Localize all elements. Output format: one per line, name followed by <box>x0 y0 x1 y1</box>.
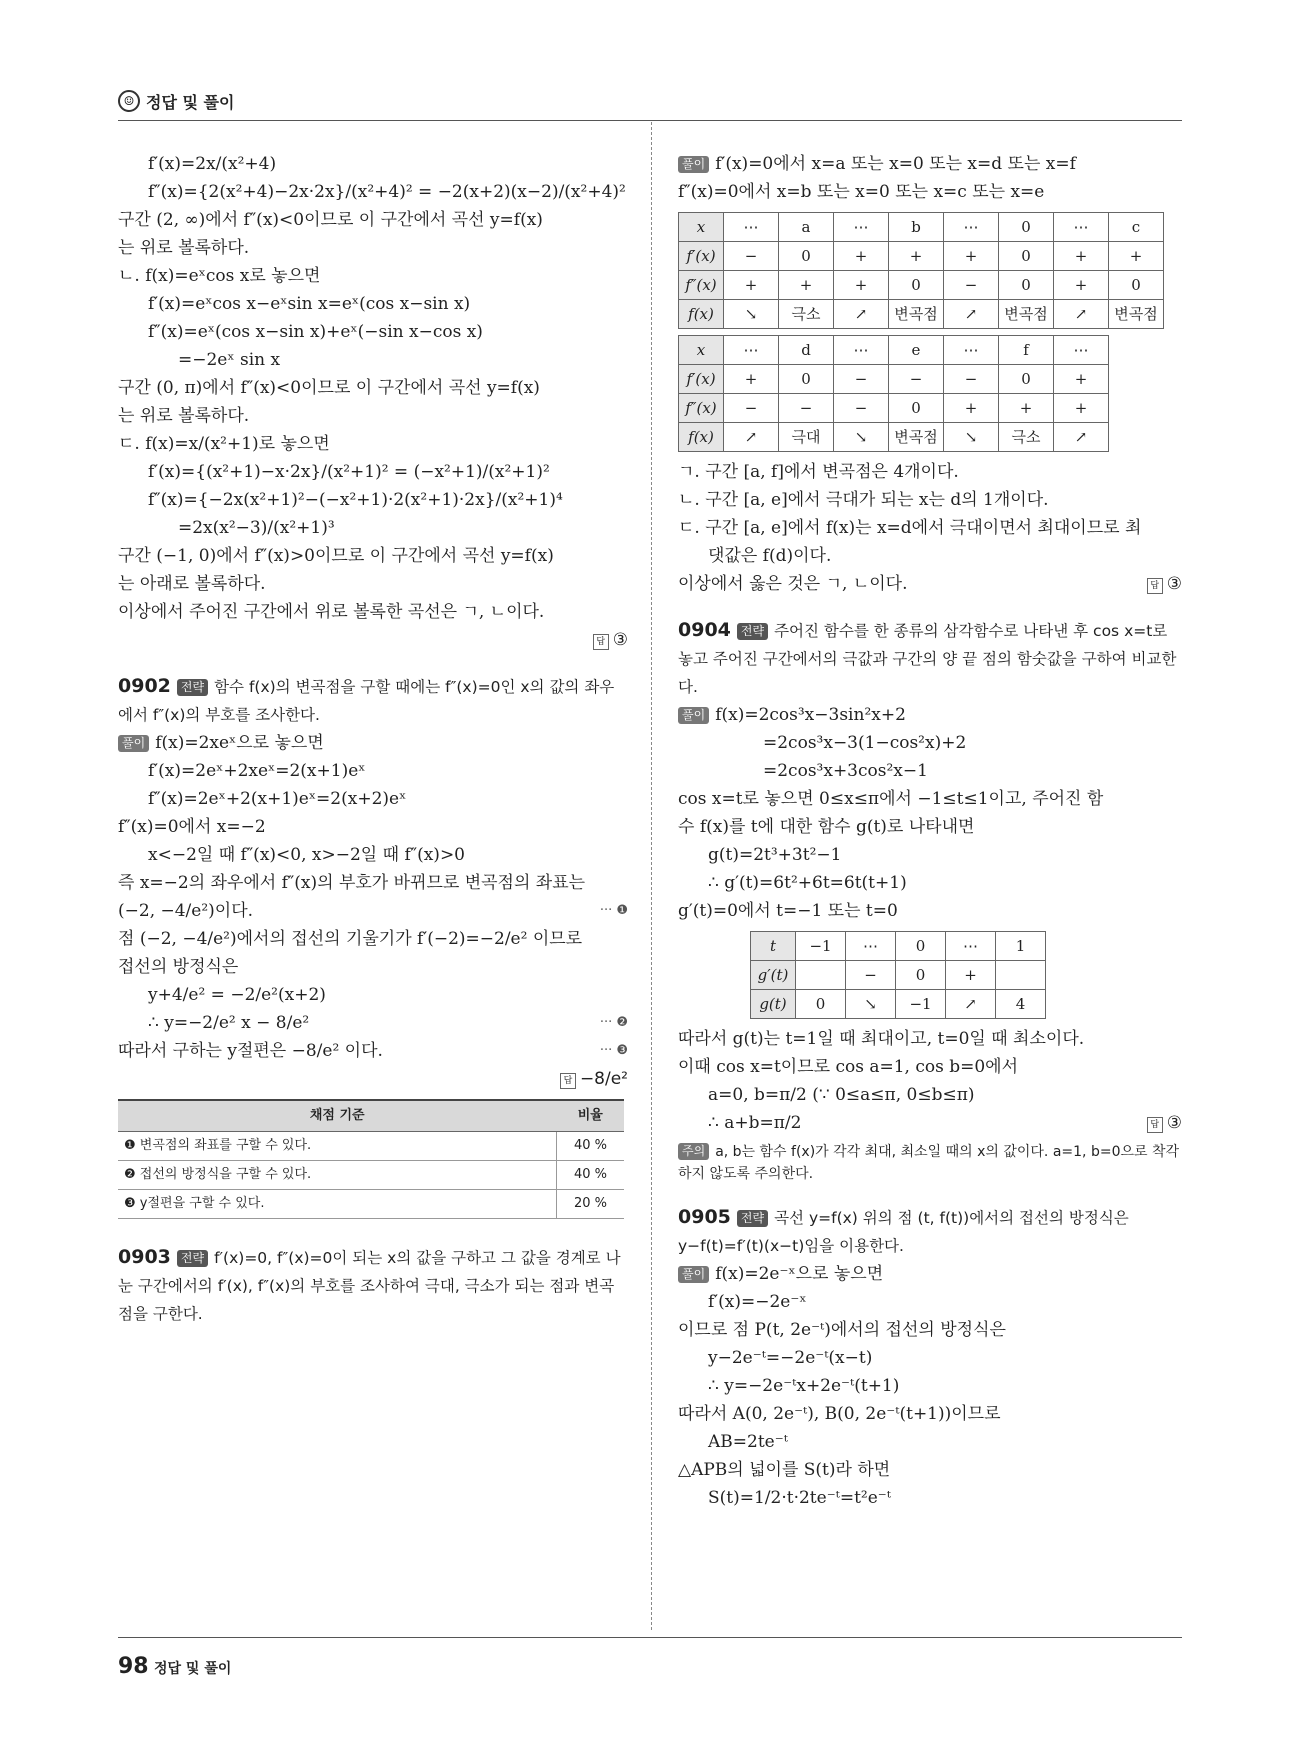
table-header-cell: x <box>679 336 724 365</box>
text-line: 이므로 점 P(t, 2e⁻ᵗ)에서의 접선의 방정식은 <box>678 1320 1006 1340</box>
strategy-text: 곡선 y=f(x) 위의 점 (t, f(t))에서의 접선의 방정식은 y−f(t)=f′(t)(x−t)임을 이용한다. <box>678 1209 1129 1255</box>
math-line: =2cos³x+3cos²x−1 <box>763 761 928 781</box>
table-cell: + <box>834 271 889 300</box>
table-row <box>679 394 1109 423</box>
math-line: y+4/e² = −2/e²(x+2) <box>148 985 326 1005</box>
text-line: cos x=t로 놓으면 0≤x≤π에서 −1≤t≤1이고, 주어진 함 <box>678 789 1104 809</box>
table-cell: 0 <box>896 961 946 990</box>
table-cell <box>796 961 846 990</box>
text-line: 점 (−2, −4/e²)에서의 접선의 기울기가 f′(−2)=−2/e² 이므로 <box>118 929 583 949</box>
text-line: △APB의 넓이를 S(t)라 하면 <box>678 1460 891 1480</box>
math-line: f(x)=2e⁻ˣ으로 놓으면 <box>715 1264 884 1284</box>
strategy-text: 주어진 함수를 한 종류의 삼각함수로 나타낸 후 cos x=t로 놓고 주어진 구간에서의 극값과 구간의 양 끝 점의 함숫값을 구하여 비교한다. <box>678 622 1177 696</box>
table-cell: ↗ <box>944 300 999 329</box>
solution-tag: 풀이 <box>678 1266 709 1283</box>
strategy-tag: 전략 <box>737 623 768 640</box>
answer-icon: 답 <box>593 634 609 650</box>
answer: 답 −8/e² <box>118 1065 628 1093</box>
rubric-header: 비율 <box>557 1100 625 1132</box>
table-cell: − <box>889 365 944 394</box>
caution-note <box>678 1141 1182 1185</box>
variation-table-1 <box>678 212 1164 329</box>
table-cell: 0 <box>796 990 846 1019</box>
math-line: f′(x)=−2e⁻ˣ <box>708 1292 807 1312</box>
table-row: ❸ y절편을 구할 수 있다. 20 % <box>118 1190 624 1219</box>
answer: 답 ③ <box>1147 1109 1182 1137</box>
math-line: y−2e⁻ᵗ=−2e⁻ᵗ(x−t) <box>708 1348 873 1368</box>
strategy-tag: 전략 <box>177 1250 208 1267</box>
table-cell: a <box>779 213 834 242</box>
table-cell: ↗ <box>946 990 996 1019</box>
table-row <box>679 336 1109 365</box>
table-cell: ⋯ <box>724 336 779 365</box>
table-cell: ⋯ <box>944 336 999 365</box>
text-line: 구간 (−1, 0)에서 f″(x)>0이므로 이 구간에서 곡선 y=f(x) <box>118 546 554 566</box>
answer: 답 ③ <box>118 626 628 654</box>
table-row <box>679 300 1164 329</box>
table-cell: ⋯ <box>1054 336 1109 365</box>
table-header-cell: f′(x) <box>679 242 724 271</box>
table-cell: + <box>1054 242 1109 271</box>
table-cell: 1 <box>996 932 1046 961</box>
caution-text: a, b는 함수 f(x)가 각각 최대, 최소일 때의 x의 값이다. a=1, b=0으로 착각하지 않도록 주의한다. <box>678 1144 1180 1182</box>
table-cell: ↘ <box>834 423 889 452</box>
table-cell: + <box>779 271 834 300</box>
table-cell: c <box>1109 213 1164 242</box>
table-cell: −1 <box>796 932 846 961</box>
table-header-cell: x <box>679 213 724 242</box>
table-cell: ⋯ <box>946 932 996 961</box>
table-header-cell: f(x) <box>679 423 724 452</box>
table-header-cell: f″(x) <box>679 394 724 423</box>
table-row <box>679 271 1164 300</box>
math-line: =2cos³x−3(1−cos²x)+2 <box>763 733 967 753</box>
table-cell: 변곡점 <box>1109 300 1164 329</box>
table-row <box>679 423 1109 452</box>
math-line: =−2eˣ sin x <box>178 350 281 370</box>
score-mark: ··· ❷ <box>599 1015 628 1030</box>
table-header-cell: t <box>751 932 796 961</box>
variation-table-2 <box>678 335 1109 452</box>
text-line: (−2, −4/e²)이다. <box>118 901 254 921</box>
math-line: f′(x)=eˣcos x−eˣsin x=eˣ(cos x−sin x) <box>148 294 471 314</box>
math-line: f″(x)=0에서 x=b 또는 x=0 또는 x=c 또는 x=e <box>678 182 1045 202</box>
text-line: 따라서 A(0, 2e⁻ᵗ), B(0, 2e⁻ᵗ(t+1))이므로 <box>678 1404 1001 1424</box>
table-cell: + <box>724 365 779 394</box>
text-line: ㄷ. f(x)=x/(x²+1)로 놓으면 <box>118 434 330 454</box>
math-line: x<−2일 때 f″(x)<0, x>−2일 때 f″(x)>0 <box>148 845 466 865</box>
math-line: ∴ y=−2/e² x − 8/e² <box>148 1013 310 1033</box>
table-row: ❶ 변곡점의 좌표를 구할 수 있다. 40 % <box>118 1132 624 1161</box>
table-cell: 변곡점 <box>889 300 944 329</box>
problem-0904 <box>678 616 1182 701</box>
page-footer <box>118 1637 1182 1679</box>
text-line: 는 위로 볼록하다. <box>118 406 250 426</box>
table-cell: ⋯ <box>1054 213 1109 242</box>
math-line: f″(x)={2(x²+4)−2x·2x}/(x²+4)² = −2(x+2)(x−2)/(x²+4)² <box>148 182 626 202</box>
strategy-tag: 전략 <box>177 679 208 696</box>
table-cell: 0 <box>896 932 946 961</box>
table-cell: ↘ <box>724 300 779 329</box>
problem-number: 0905 <box>678 1206 731 1228</box>
math-line: g(t)=2t³+3t²−1 <box>708 845 842 865</box>
answer-icon: 답 <box>560 1073 576 1089</box>
text-line: 구간 (0, π)에서 f″(x)<0이므로 이 구간에서 곡선 y=f(x) <box>118 378 540 398</box>
text-line: 이때 cos x=t이므로 cos a=1, cos b=0에서 <box>678 1057 1019 1077</box>
math-line: f′(x)={(x²+1)−x·2x}/(x²+1)² = (−x²+1)/(x²+1)² <box>148 462 550 482</box>
math-line: f′(x)=2eˣ+2xeˣ=2(x+1)eˣ <box>148 761 366 781</box>
text-line: 댓값은 f(d)이다. <box>708 546 832 566</box>
table-cell: 0 <box>999 365 1054 394</box>
table-cell: 0 <box>779 365 834 394</box>
math-line: f(x)=2xeˣ으로 놓으면 <box>155 733 324 753</box>
table-cell: 극소 <box>779 300 834 329</box>
strategy-text: 함수 f(x)의 변곡점을 구할 때에는 f″(x)=0인 x의 값의 좌우에서 f″(x)의 부호를 조사한다. <box>118 678 615 724</box>
math-line: f′(x)=2x/(x²+4) <box>148 154 277 174</box>
solution-tag: 풀이 <box>678 156 709 173</box>
table-cell: ↗ <box>1054 300 1109 329</box>
table-cell: + <box>1054 271 1109 300</box>
table-cell: ↘ <box>944 423 999 452</box>
table-row <box>679 213 1164 242</box>
text-line: 접선의 방정식은 <box>118 957 239 977</box>
table-cell: ↗ <box>1054 423 1109 452</box>
math-line: =2x(x²−3)/(x²+1)³ <box>178 518 335 538</box>
answer-icon: 답 <box>1147 1117 1163 1133</box>
table-cell: 극대 <box>779 423 834 452</box>
solution-tag: 풀이 <box>118 735 149 752</box>
table-cell: ⋯ <box>834 336 889 365</box>
table-cell: b <box>889 213 944 242</box>
table-cell: + <box>1054 394 1109 423</box>
table-cell: + <box>724 271 779 300</box>
text-line: 이상에서 옳은 것은 ㄱ, ㄴ이다. <box>678 574 908 594</box>
table-cell: −1 <box>896 990 946 1019</box>
table-row: ❷ 접선의 방정식을 구할 수 있다. 40 % <box>118 1161 624 1190</box>
table-cell: ⋯ <box>944 213 999 242</box>
table-cell: − <box>724 242 779 271</box>
table-cell: 변곡점 <box>889 423 944 452</box>
table-cell: + <box>944 242 999 271</box>
math-line: ∴ y=−2e⁻ᵗx+2e⁻ᵗ(t+1) <box>708 1376 900 1396</box>
text-line: 구간 (2, ∞)에서 f″(x)<0이므로 이 구간에서 곡선 y=f(x) <box>118 210 543 230</box>
table-row <box>751 961 1046 990</box>
text-line: ㄴ. 구간 [a, e]에서 극대가 되는 x는 d의 1개이다. <box>678 490 1049 510</box>
column-divider <box>651 122 652 1630</box>
table-cell: + <box>834 242 889 271</box>
answer-icon: 답 <box>1147 578 1163 594</box>
math-line: ∴ g′(t)=6t²+6t=6t(t+1) <box>708 873 907 893</box>
table-cell: ⋯ <box>724 213 779 242</box>
score-mark: ··· ❶ <box>599 903 628 918</box>
table-row <box>751 990 1046 1019</box>
caution-tag: 주의 <box>678 1143 709 1160</box>
text-line: ㄱ. 구간 [a, f]에서 변곡점은 4개이다. <box>678 462 959 482</box>
table-row <box>679 365 1109 394</box>
table-cell: + <box>999 394 1054 423</box>
solution-tag: 풀이 <box>678 707 709 724</box>
problem-0903 <box>118 1243 628 1328</box>
table-cell: − <box>834 394 889 423</box>
problem-number: 0903 <box>118 1246 171 1268</box>
math-line: f″(x)=eˣ(cos x−sin x)+eˣ(−sin x−cos x) <box>148 322 483 342</box>
table-header-cell: g(t) <box>751 990 796 1019</box>
page-number: 98 <box>118 1654 149 1679</box>
text-line: 는 아래로 볼록하다. <box>118 574 266 594</box>
math-line: f″(x)=2eˣ+2(x+1)eˣ=2(x+2)eˣ <box>148 789 407 809</box>
table-cell: + <box>889 242 944 271</box>
math-line: f″(x)={−2x(x²+1)²−(−x²+1)·2(x²+1)·2x}/(x²+1)⁴ <box>148 490 563 510</box>
table-cell: − <box>846 961 896 990</box>
text-line: 따라서 구하는 y절편은 −8/e² 이다. <box>118 1041 383 1061</box>
problem-number: 0904 <box>678 619 731 641</box>
table-cell: ↘ <box>846 990 896 1019</box>
table-cell: + <box>946 961 996 990</box>
table-cell: 0 <box>999 271 1054 300</box>
table-cell: d <box>779 336 834 365</box>
math-line: f(x)=2cos³x−3sin²x+2 <box>715 705 906 725</box>
table-header-cell: f′(x) <box>679 365 724 394</box>
smile-icon: ☺ <box>118 90 140 112</box>
table-cell <box>996 961 1046 990</box>
variation-table-3 <box>750 931 1046 1019</box>
text-line: 수 f(x)를 t에 대한 함수 g(t)로 나타내면 <box>678 817 975 837</box>
table-cell: ↗ <box>834 300 889 329</box>
table-cell: + <box>1054 365 1109 394</box>
table-cell: f <box>999 336 1054 365</box>
table-cell: 변곡점 <box>999 300 1054 329</box>
table-cell: 0 <box>999 242 1054 271</box>
strategy-tag: 전략 <box>737 1210 768 1227</box>
page-header <box>118 88 1182 121</box>
table-cell: 0 <box>889 394 944 423</box>
text-line: ㄴ. f(x)=eˣcos x로 놓으면 <box>118 266 321 286</box>
right-column <box>678 150 1182 1512</box>
text-line: 따라서 g(t)는 t=1일 때 최대이고, t=0일 때 최소이다. <box>678 1029 1085 1049</box>
problem-number: 0902 <box>118 675 171 697</box>
problem-0902 <box>118 672 628 729</box>
table-cell: 0 <box>1109 271 1164 300</box>
table-row <box>679 242 1164 271</box>
table-header-cell: g′(t) <box>751 961 796 990</box>
math-line: g′(t)=0에서 t=−1 또는 t=0 <box>678 901 898 921</box>
footer-label: 정답 및 풀이 <box>154 1661 232 1677</box>
table-row <box>751 932 1046 961</box>
table-cell: e <box>889 336 944 365</box>
scoring-rubric <box>118 1099 624 1219</box>
math-line: a=0, b=π/2 (∵ 0≤a≤π, 0≤b≤π) <box>708 1085 975 1105</box>
text-line: 이상에서 주어진 구간에서 위로 볼록한 곡선은 ㄱ, ㄴ이다. <box>118 602 545 622</box>
table-cell: − <box>779 394 834 423</box>
table-cell: 0 <box>779 242 834 271</box>
table-cell: − <box>834 365 889 394</box>
left-column <box>118 150 628 1328</box>
text-line: 즉 x=−2의 좌우에서 f″(x)의 부호가 바뀌므로 변곡점의 좌표는 <box>118 873 586 893</box>
table-cell: ⋯ <box>834 213 889 242</box>
math-line: f′(x)=0에서 x=a 또는 x=0 또는 x=d 또는 x=f <box>715 154 1076 174</box>
table-cell: − <box>724 394 779 423</box>
table-cell: + <box>944 394 999 423</box>
table-cell: 4 <box>996 990 1046 1019</box>
table-header-cell: f(x) <box>679 300 724 329</box>
answer: 답 ③ <box>1147 570 1182 598</box>
math-line: S(t)=1/2·t·2te⁻ᵗ=t²e⁻ᵗ <box>708 1488 891 1508</box>
score-mark: ··· ❸ <box>599 1043 628 1058</box>
table-cell: 0 <box>999 213 1054 242</box>
table-cell: + <box>1109 242 1164 271</box>
table-header-cell: f″(x) <box>679 271 724 300</box>
problem-0905 <box>678 1203 1182 1260</box>
strategy-text: f′(x)=0, f″(x)=0이 되는 x의 값을 구하고 그 값을 경계로 나눈 구간에서의 f′(x), f″(x)의 부호를 조사하여 극대, 극소가 되는 점과 변곡점을 구한다. <box>118 1249 621 1323</box>
table-cell: − <box>944 365 999 394</box>
text-line: ㄷ. 구간 [a, e]에서 f(x)는 x=d에서 극대이면서 최대이므로 최 <box>678 518 1142 538</box>
table-cell: ⋯ <box>846 932 896 961</box>
math-line: AB=2te⁻ᵗ <box>708 1432 788 1452</box>
header-title: 정답 및 풀이 <box>146 93 235 112</box>
text-line: 는 위로 볼록하다. <box>118 238 250 258</box>
table-cell: ↗ <box>724 423 779 452</box>
table-cell: 0 <box>889 271 944 300</box>
math-line: ∴ a+b=π/2 <box>708 1113 802 1133</box>
table-cell: − <box>944 271 999 300</box>
rubric-header: 채점 기준 <box>118 1100 557 1132</box>
math-line: f″(x)=0에서 x=−2 <box>118 817 266 837</box>
table-cell: 극소 <box>999 423 1054 452</box>
